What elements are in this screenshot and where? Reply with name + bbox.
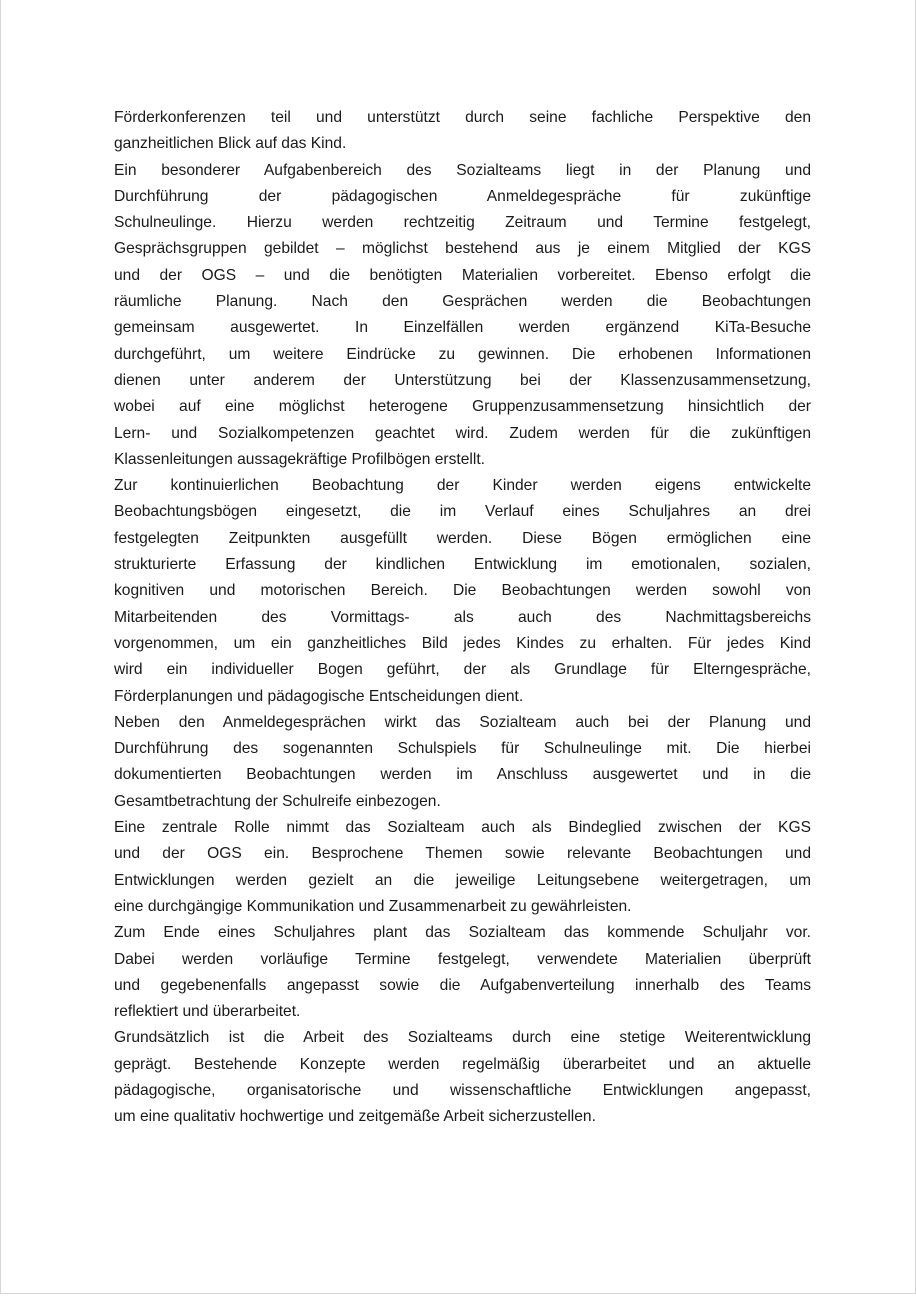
text-line: kognitiven und motorischen Bereich. Die Beobachtungen werden sowohl von	[114, 582, 811, 600]
text-line: festgelegten Zeitpunkten ausgefüllt werden. Diese Bögen ermöglichen eine	[114, 529, 811, 547]
text-line: Dabei werden vorläufige Termine festgelegt, verwendete Materialien überprüft	[114, 950, 811, 968]
paragraph	[114, 105, 811, 158]
text-line: und gegebenenfalls angepasst sowie die Aufgabenverteilung innerhalb des Teams	[114, 976, 811, 994]
text-line: Grundsätzlich ist die Arbeit des Sozialteams durch eine stetige Weiterentwicklung	[114, 1029, 811, 1047]
text-line: Förderkonferenzen teil und unterstützt durch seine fachliche Perspektive den	[114, 109, 811, 126]
text-line: und der OGS – und die benötigten Materialien vorbereitet. Ebenso erfolgt die	[114, 266, 811, 284]
text-line: Lern- und Sozialkompetenzen geachtet wird. Zudem werden für die zukünftigen	[114, 424, 811, 442]
text-line: Gesamtbetrachtung der Schulreife einbezogen.	[114, 792, 441, 810]
text-line: reflektiert und überarbeitet.	[114, 1003, 301, 1021]
text-line: Neben den Anmeldegesprächen wirkt das Sozialteam auch bei der Planung und	[114, 713, 811, 731]
text-line: pädagogische, organisatorische und wissenschaftliche Entwicklungen angepasst,	[114, 1081, 811, 1099]
paragraph	[114, 1025, 811, 1130]
text-line: räumliche Planung. Nach den Gesprächen werden die Beobachtungen	[114, 293, 811, 311]
paragraph	[114, 920, 811, 1025]
text-line: Durchführung der pädagogischen Anmeldegespräche für zukünftige	[114, 187, 811, 205]
paragraph	[114, 815, 811, 920]
text-line: Durchführung des sogenannten Schulspiels für Schulneulinge mit. Die hierbei	[114, 740, 811, 758]
text-line: strukturierte Erfassung der kindlichen Entwicklung im emotionalen, sozialen,	[114, 556, 811, 574]
text-line: Zur kontinuierlichen Beobachtung der Kinder werden eigens entwickelte	[114, 477, 811, 495]
text-line: dokumentierten Beobachtungen werden im Anschluss ausgewertet und in die	[114, 766, 811, 784]
text-line: Eine zentrale Rolle nimmt das Sozialteam auch als Bindeglied zwischen der KGS	[114, 819, 811, 837]
text-line: Klassenleitungen aussagekräftige Profilbögen erstellt.	[114, 450, 486, 468]
text-line: wird ein individueller Bogen geführt, der als Grundlage für Elterngespräche,	[114, 661, 811, 679]
text-line: ganzheitlichen Blick auf das Kind.	[114, 135, 347, 153]
text-line: wobei auf eine möglichst heterogene Gruppenzusammensetzung hinsichtlich der	[114, 398, 811, 416]
paragraph	[114, 710, 811, 815]
text-line: um eine qualitativ hochwertige und zeitgemäße Arbeit sicherzustellen.	[114, 1108, 596, 1126]
text-line: durchgeführt, um weitere Eindrücke zu gewinnen. Die erhobenen Informationen	[114, 345, 811, 363]
text-line: und der OGS ein. Besprochene Themen sowie relevante Beobachtungen und	[114, 845, 811, 863]
paragraph	[114, 158, 811, 474]
text-line: Entwicklungen werden gezielt an die jeweilige Leitungsebene weitergetragen, um	[114, 871, 811, 889]
text-line: dienen unter anderem der Unterstützung bei der Klassenzusammensetzung,	[114, 371, 811, 389]
text-line: Zum Ende eines Schuljahres plant das Sozialteam das kommende Schuljahr vor.	[114, 924, 811, 942]
text-line: Förderplanungen und pädagogische Entscheidungen dient.	[114, 687, 524, 705]
body-text	[114, 105, 811, 1131]
text-line: eine durchgängige Kommunikation und Zusammenarbeit zu gewährleisten.	[114, 897, 632, 915]
paragraph	[114, 473, 811, 710]
text-line: Beobachtungsbögen eingesetzt, die im Verlauf eines Schuljahres an drei	[114, 503, 811, 521]
text-line: Schulneulinge. Hierzu werden rechtzeitig Zeitraum und Termine festgelegt,	[114, 214, 811, 232]
text-line: vorgenommen, um ein ganzheitliches Bild jedes Kindes zu erhalten. Für jedes Kind	[114, 634, 811, 652]
text-line: Ein besonderer Aufgabenbereich des Sozialteams liegt in der Planung und	[114, 161, 811, 179]
text-line: Gesprächsgruppen gebildet – möglichst bestehend aus je einem Mitglied der KGS	[114, 240, 811, 258]
text-line: Mitarbeitenden des Vormittags- als auch des Nachmittagsbereichs	[114, 608, 811, 626]
text-line: gemeinsam ausgewertet. In Einzelfällen werden ergänzend KiTa-Besuche	[114, 319, 811, 337]
text-line: geprägt. Bestehende Konzepte werden regelmäßig überarbeitet und an aktuelle	[114, 1055, 811, 1073]
